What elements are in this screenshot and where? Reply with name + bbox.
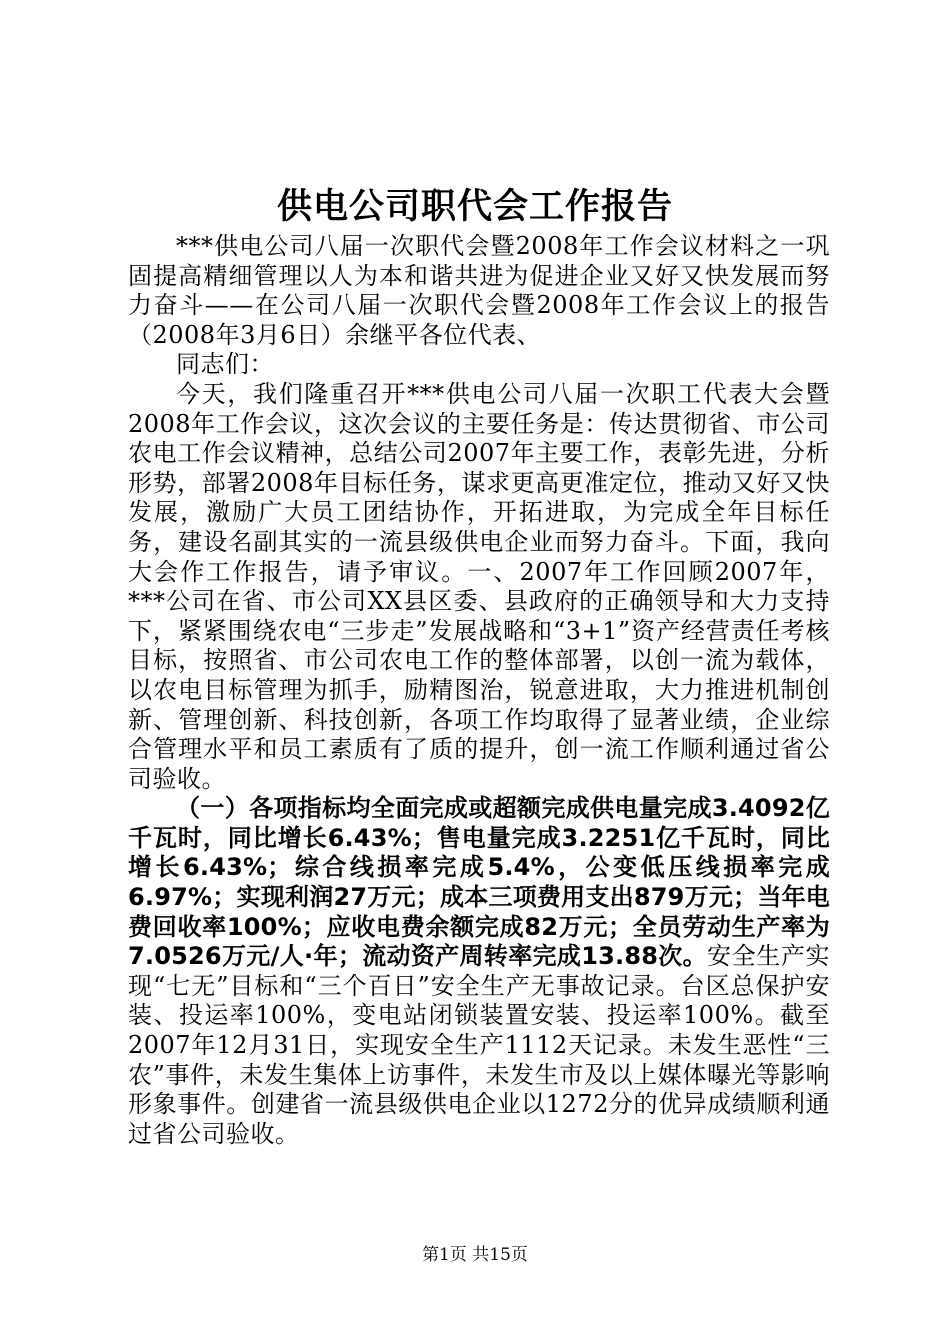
document-title: 供电公司职代会工作报告 <box>276 186 673 227</box>
document-body <box>128 232 830 1149</box>
paragraph-indicators <box>128 794 830 1149</box>
paragraph-salutation: 同志们： <box>176 350 274 379</box>
page-number-footer: 第1页 共15页 <box>422 1245 528 1265</box>
paragraph-review: 今天，我们隆重召开***供电公司八届一次职工代表大会暨2008年工作会议，这次会议的主要任务是：传达贯彻省、市公司农电工作会议精神，总结公司2007年主要工作，表彰先进，分析形势，部署2008年目标任务，谋求更高更准定位，推动又好又快发展，激励广大员工团结协作，开拓进取，为完成全年目标任务，建设名副其实的一流县级供电企业而努力奋斗。下面，我向大会作工作报告，请予审议。一、2007年工作回顾2007年，***公司在省、市公司XX县区委、县政府的正确领导和大力支持下，紧紧围绕农电“三步走”发展战略和“3+1”资产经营责任考核目标，按照省、市公司农电工作的整体部署，以创一流为载体，以农电目标管理为抓手，励精图治，锐意进取，大力推进机制创新、管理创新、科技创新，各项工作均取得了显著业绩，企业综合管理水平和员工素质有了质的提升，创一流工作顺利通过省公司验收。 <box>128 379 830 793</box>
paragraph-intro: ***供电公司八届一次职代会暨2008年工作会议材料之一巩固提高精细管理以人为本和谐共进为促进企业又好又快发展而努力奋斗——在公司八届一次职代会暨2008年工作会议上的报告（2008年3月6日）余继平各位代表、 <box>128 232 830 349</box>
indicators-safety-text: 安全生产实现“七无”目标和“三个百日”安全生产无事故记录。台区总保护安装、投运率100%，变电站闭锁装置安装、投运率100%。截至2007年12月31日，实现安全生产1112天记录。未发生恶性“三农”事件，未发生集体上访事件，未发生市及以上媒体曝光等影响形象事件。创建省一流县级供电企业以1272分的优异成绩顺利通过省公司验收。 <box>128 942 830 1148</box>
indicators-bold-text: （一）各项指标均全面完成或超额完成供电量完成3.4092亿千瓦时，同比增长6.43%；售电量完成3.2251亿千瓦时，同比增长6.43%；综合线损率完成5.4%，公变低压线损率完成6.97%；实现利润27万元；成本三项费用支出879万元；当年电费回收率100%；应收电费余额完成82万元；全员劳动生产率为7.0526万元/人·年；流动资产周转率完成13.88次。 <box>128 794 830 971</box>
